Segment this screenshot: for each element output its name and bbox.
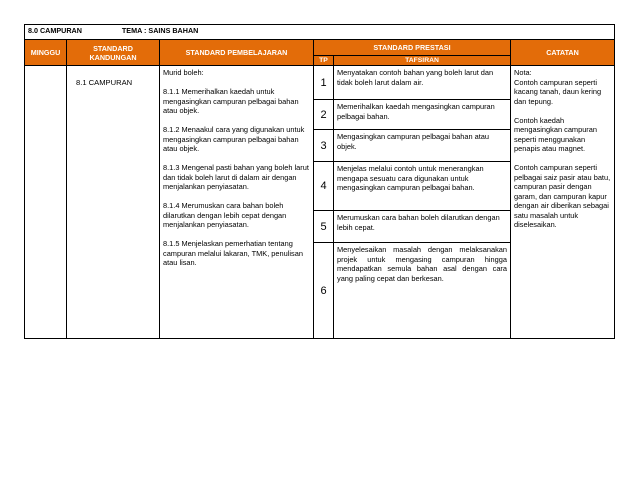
table-row [25, 66, 615, 100]
catatan-header: CATATAN [511, 40, 615, 66]
section-title: 8.0 CAMPURAN [28, 26, 82, 35]
catatan-cell [511, 66, 615, 339]
pembelajaran-item: 8.1.4 Merumuskan cara bahan boleh dilarutkan dengan lebih cepat dengan menjalankan penyiasatan. [163, 201, 287, 229]
tafsiran-6: Menyelesaikan masalah dengan melaksanakan projek untuk mengasing campuran hingga mendapatkan semula bahan asal dengan cara yang paling cepat dan berkesan. [334, 243, 511, 339]
title-cell [25, 25, 615, 40]
tp-1: 1 [314, 66, 334, 100]
catatan-note: Contoh kaedah mengasingkan campuran seperti menggunakan penapis atau magnet. [514, 115, 597, 153]
standard-kandungan-cell: 8.1 CAMPURAN [67, 66, 160, 339]
tp-6: 6 [314, 243, 334, 339]
pembelajaran-item: 8.1.3 Mengenal pasti bahan yang boleh larut dan tidak boleh larut di dalam air dengan menjalankan penyiasatan. [163, 163, 309, 191]
standard-kandungan-header-line2: KANDUNGAN [89, 52, 137, 62]
tp-2: 2 [314, 100, 334, 130]
catatan-note: Contoh campuran seperti pelbagai saiz pasir atau batu, campuran pasir dengan garam, dan campuran kapur dengan air diberikan sebagai satu masalah untuk diselesaikan. [514, 163, 611, 229]
tp-3: 3 [314, 130, 334, 162]
pembelajaran-item: 8.1.5 Menjelaskan pemerhatian tentang campuran melalui lakaran, TMK, penulisan atau lisan. [163, 239, 303, 267]
tafsiran-header: TAFSIRAN [334, 56, 511, 66]
tp-4: 4 [314, 162, 334, 211]
tp-header: TP [314, 56, 334, 66]
standard-kandungan-header [67, 40, 160, 66]
standard-kandungan-header-line1: STANDARD [93, 43, 133, 53]
standard-pembelajaran-header: STANDARD PEMBELAJARAN [160, 40, 314, 66]
curriculum-table [24, 24, 615, 339]
tp-5: 5 [314, 211, 334, 243]
pembelajaran-item: 8.1.2 Menaakul cara yang digunakan untuk mengasingkan campuran pelbagai bahan atau objek. [163, 125, 305, 153]
tafsiran-4: Menjelas melalui contoh untuk menerangkan mengapa sesuatu cara digunakan untuk mengasingkan campuran pelbagai bahan. [334, 162, 511, 211]
pembelajaran-intro: Murid boleh: [163, 68, 204, 77]
minggu-cell [25, 66, 67, 339]
theme-title: TEMA : SAINS BAHAN [121, 26, 199, 35]
minggu-header: MINGGU [25, 40, 67, 66]
standard-prestasi-header: STANDARD PRESTASI [314, 40, 511, 56]
tafsiran-3: Mengasingkan campuran pelbagai bahan atau objek. [334, 130, 511, 162]
tafsiran-1: Menyatakan contoh bahan yang boleh larut dan tidak boleh larut dalam air. [334, 66, 511, 100]
header-row-1 [25, 40, 615, 56]
catatan-note: Nota: Contoh campuran seperti kacang tanah, daun kering dan tepung. [514, 68, 602, 106]
pembelajaran-item: 8.1.1 Memerihalkan kaedah untuk mengasingkan campuran pelbagai bahan atau objek. [163, 87, 299, 115]
title-row [25, 25, 615, 40]
tafsiran-2: Memerihalkan kaedah mengasingkan campuran pelbagai bahan. [334, 100, 511, 130]
tafsiran-5: Merumuskan cara bahan boleh dilarutkan dengan lebih cepat. [334, 211, 511, 243]
pembelajaran-cell [160, 66, 314, 339]
